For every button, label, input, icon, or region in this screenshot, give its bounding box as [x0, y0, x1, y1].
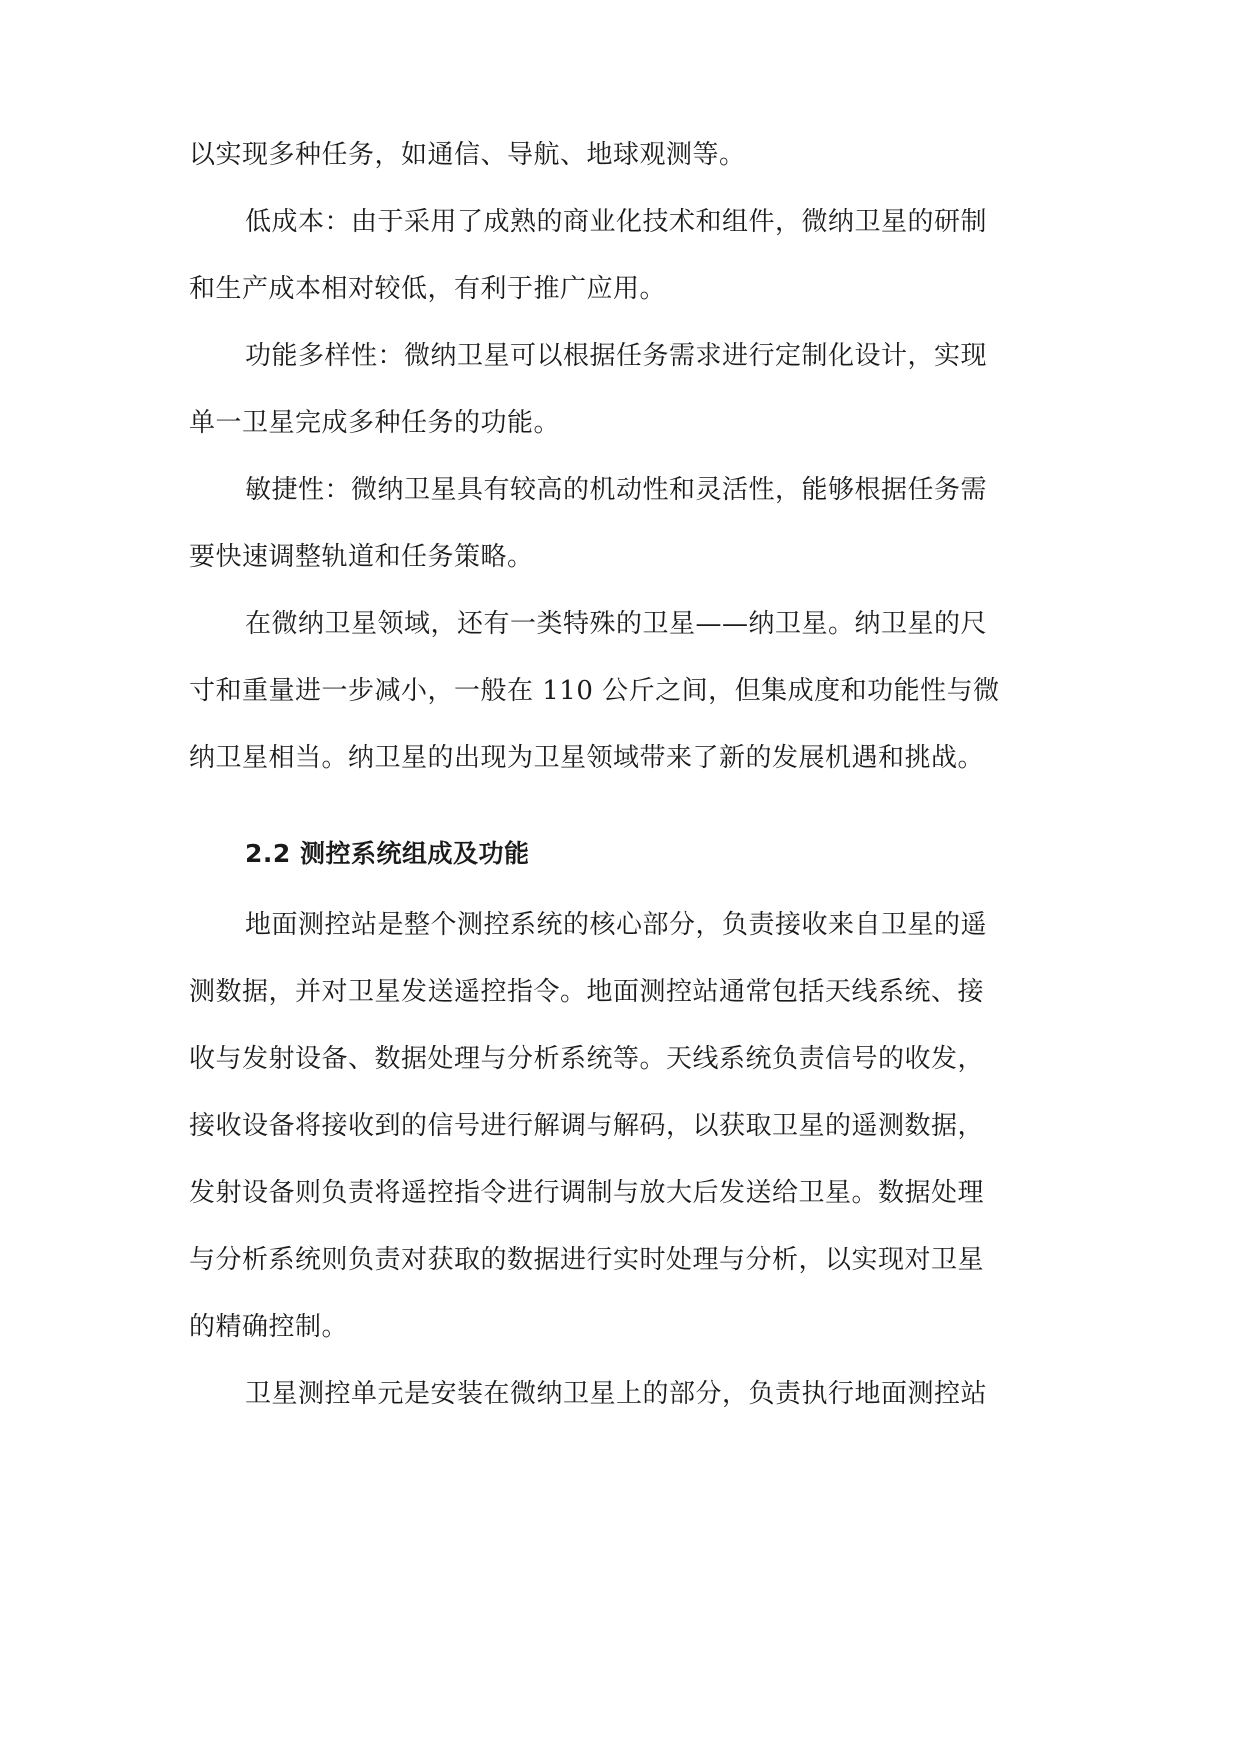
paragraph-line: 功能多样性：微纳卫星可以根据任务需求进行定制化设计，实现	[245, 341, 988, 371]
paragraph-line: 卫星测控单元是安装在微纳卫星上的部分，负责执行地面测控站	[245, 1379, 988, 1409]
text-line: 纳卫星相当。纳卫星的出现为卫星领域带来了新的发展机遇和挑战。	[189, 743, 985, 773]
text-line: 发射设备则负责将遥控指令进行调制与放大后发送给卫星。数据处理	[189, 1178, 985, 1208]
section-heading: 2.2 测控系统组成及功能	[245, 839, 530, 868]
text-line: 和生产成本相对较低，有利于推广应用。	[189, 274, 667, 304]
text-line: 的精确控制。	[189, 1312, 349, 1342]
paragraph-line: 低成本：由于采用了成熟的商业化技术和组件，微纳卫星的研制	[245, 207, 988, 237]
text-line: 与分析系统则负责对获取的数据进行实时处理与分析，以实现对卫星	[189, 1245, 985, 1275]
text-line: 接收设备将接收到的信号进行解调与解码，以获取卫星的遥测数据，	[189, 1111, 985, 1141]
text-line: 单一卫星完成多种任务的功能。	[189, 408, 561, 438]
text-line: 以实现多种任务，如通信、导航、地球观测等。	[189, 140, 746, 170]
text-line: 寸和重量进一步减小，一般在 110 公斤之间，但集成度和功能性与微	[189, 676, 1000, 706]
paragraph-line: 地面测控站是整个测控系统的核心部分，负责接收来自卫星的遥	[245, 910, 988, 940]
text-line: 收与发射设备、数据处理与分析系统等。天线系统负责信号的收发，	[189, 1044, 985, 1074]
paragraph-line: 在微纳卫星领域，还有一类特殊的卫星——纳卫星。纳卫星的尺	[245, 609, 988, 639]
paragraph-line: 敏捷性：微纳卫星具有较高的机动性和灵活性，能够根据任务需	[245, 475, 988, 505]
text-line: 测数据，并对卫星发送遥控指令。地面测控站通常包括天线系统、接	[189, 977, 985, 1007]
text-line: 要快速调整轨道和任务策略。	[189, 542, 534, 572]
